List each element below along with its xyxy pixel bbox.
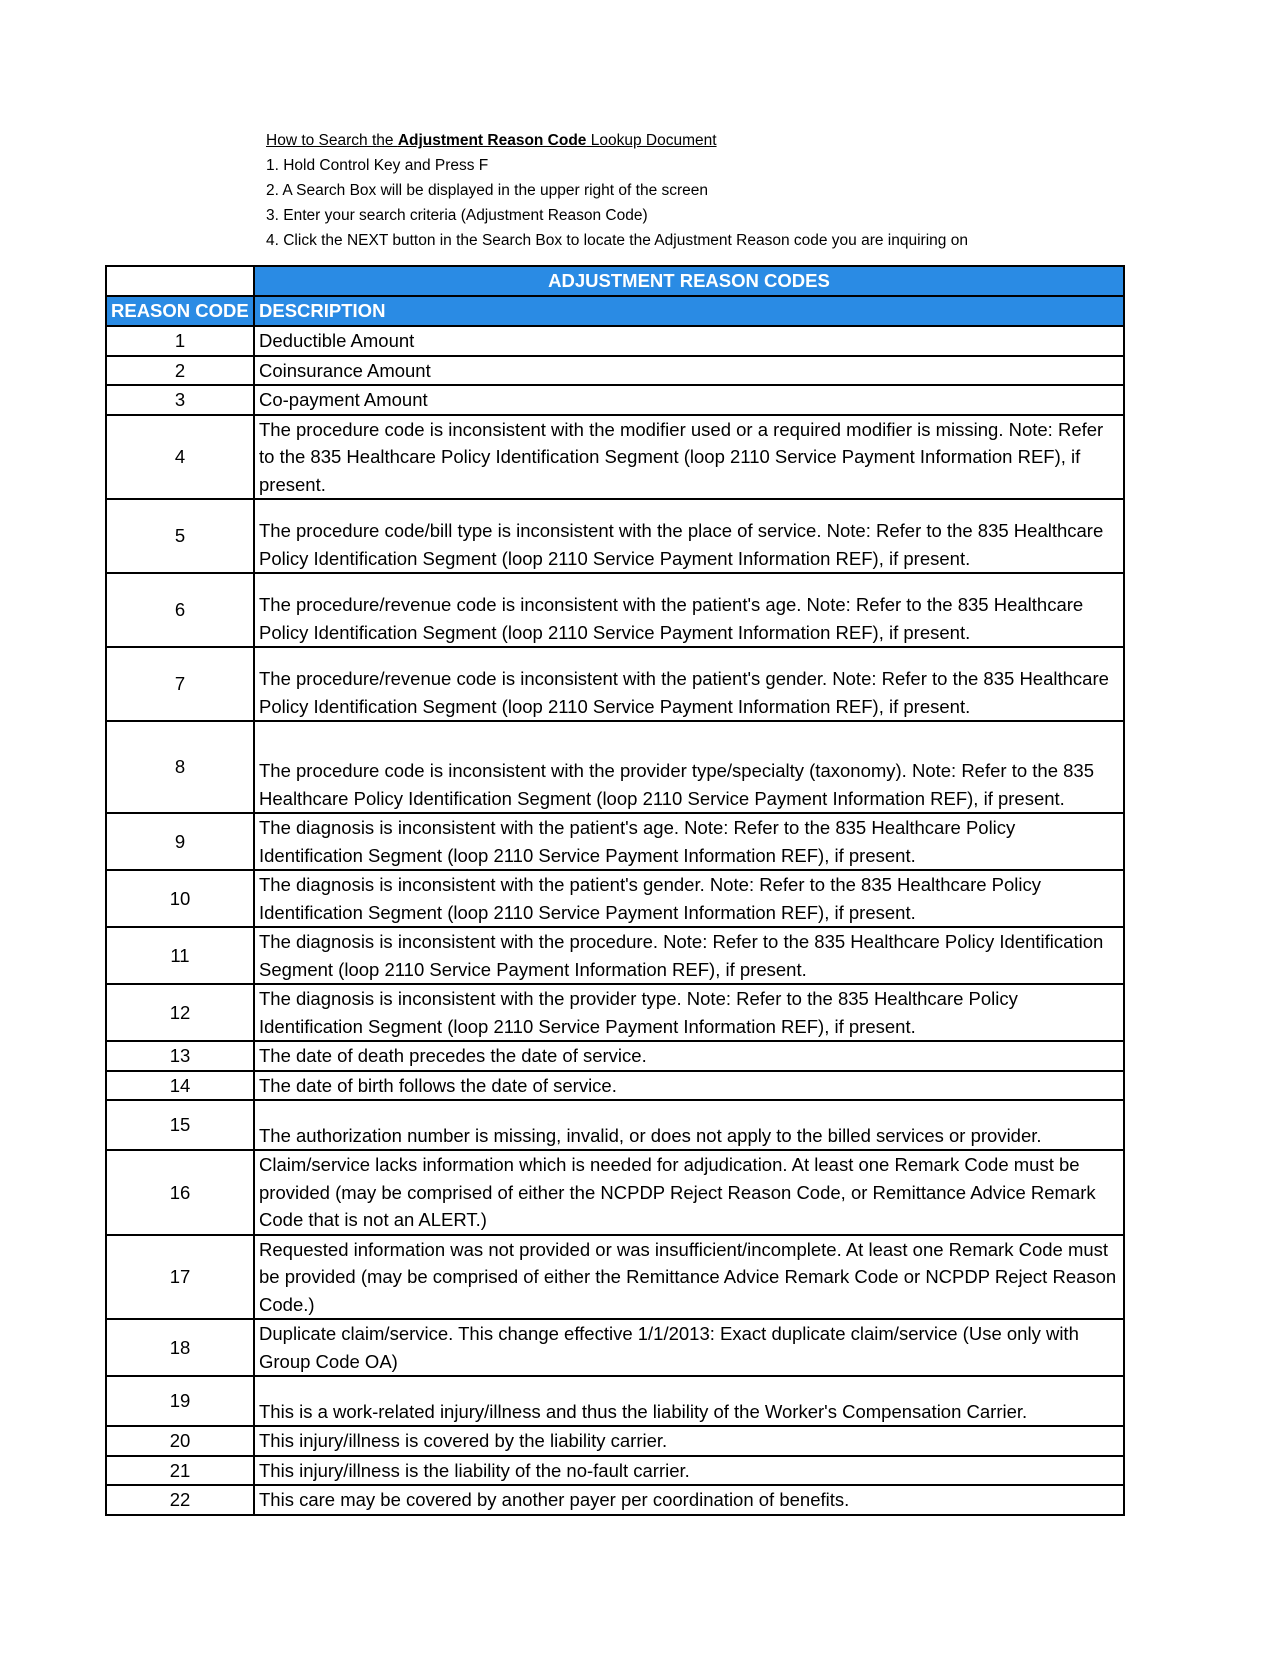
table-row (106, 1041, 1124, 1071)
reason-code-cell: 13 (106, 1041, 254, 1071)
description-cell: The date of birth follows the date of service. (254, 1071, 1124, 1101)
table-row (106, 647, 1124, 721)
reason-code-cell: 9 (106, 813, 254, 870)
reason-code-cell: 6 (106, 573, 254, 647)
reason-code-cell: 12 (106, 984, 254, 1041)
table-row (106, 415, 1124, 500)
table-row (106, 721, 1124, 813)
reason-code-cell: 21 (106, 1456, 254, 1486)
reason-code-cell: 14 (106, 1071, 254, 1101)
instruction-step: 3. Enter your search criteria (Adjustment Reason Code) (266, 207, 648, 224)
description-cell: The diagnosis is inconsistent with the procedure. Note: Refer to the 835 Healthcare Policy Identification Segment (loop 2110 Service Payment Information REF), if present. (254, 927, 1124, 984)
description-cell: This injury/illness is covered by the liability carrier. (254, 1426, 1124, 1456)
description-cell: This is a work-related injury/illness and thus the liability of the Worker's Compensation Carrier. (254, 1376, 1124, 1426)
table-row (106, 984, 1124, 1041)
description-cell: This care may be covered by another payer per coordination of benefits. (254, 1485, 1124, 1515)
reason-code-cell: 11 (106, 927, 254, 984)
heading-bold: Adjustment Reason Code (397, 132, 587, 149)
description-cell: The procedure/revenue code is inconsistent with the patient's age. Note: Refer to the 835 Healthcare Policy Identification Segment (loop 2110 Service Payment Information REF), if present. (254, 573, 1124, 647)
description-cell: The procedure code/bill type is inconsistent with the place of service. Note: Refer to the 835 Healthcare Policy Identification Segment (loop 2110 Service Payment Information REF), if present. (254, 499, 1124, 573)
instructions-heading (266, 128, 968, 153)
reason-code-cell: 20 (106, 1426, 254, 1456)
table-banner-row (106, 266, 1124, 296)
instruction-step: 4. Click the NEXT button in the Search Box to locate the Adjustment Reason code you are inquiring on (266, 232, 968, 249)
table-row (106, 1071, 1124, 1101)
description-cell: Deductible Amount (254, 326, 1124, 356)
table-body (106, 326, 1124, 1515)
reason-code-cell: 17 (106, 1235, 254, 1320)
reason-code-cell: 5 (106, 499, 254, 573)
description-cell: The authorization number is missing, invalid, or does not apply to the billed services or provider. (254, 1100, 1124, 1150)
table-row (106, 1456, 1124, 1486)
table-row (106, 326, 1124, 356)
description-cell: The procedure code is inconsistent with the modifier used or a required modifier is missing. Note: Refer to the 835 Healthcare Policy Identification Segment (loop 2110 Service Payment Information REF), if present. (254, 415, 1124, 500)
banner-spacer (106, 266, 254, 296)
reason-code-cell: 18 (106, 1319, 254, 1376)
table-row (106, 573, 1124, 647)
reason-code-cell: 19 (106, 1376, 254, 1426)
description-cell: This injury/illness is the liability of the no-fault carrier. (254, 1456, 1124, 1486)
table-header-row (106, 296, 1124, 326)
table-row (106, 499, 1124, 573)
reason-code-cell: 8 (106, 721, 254, 813)
description-cell: Claim/service lacks information which is needed for adjudication. At least one Remark Code must be provided (may be comprised of either the NCPDP Reject Reason Code, or Remittance Advice Remark Code that is not an ALERT.) (254, 1150, 1124, 1235)
description-cell: The diagnosis is inconsistent with the patient's gender. Note: Refer to the 835 Healthcare Policy Identification Segment (loop 2110 Service Payment Information REF), if present. (254, 870, 1124, 927)
instruction-step: 2. A Search Box will be displayed in the upper right of the screen (266, 182, 709, 199)
description-cell: The diagnosis is inconsistent with the patient's age. Note: Refer to the 835 Healthcare Policy Identification Segment (loop 2110 Service Payment Information REF), if present. (254, 813, 1124, 870)
table-row (106, 1100, 1124, 1150)
column-header-description: DESCRIPTION (254, 296, 1124, 326)
description-cell: The date of death precedes the date of service. (254, 1041, 1124, 1071)
reason-code-cell: 3 (106, 385, 254, 415)
table-row (106, 870, 1124, 927)
column-header-reason-code: REASON CODE (106, 296, 254, 326)
reason-code-cell: 22 (106, 1485, 254, 1515)
description-cell: Duplicate claim/service. This change effective 1/1/2013: Exact duplicate claim/service (Use only with Group Code OA) (254, 1319, 1124, 1376)
table-row (106, 1426, 1124, 1456)
description-cell: Requested information was not provided or was insufficient/incomplete. At least one Remark Code must be provided (may be comprised of either the Remittance Advice Remark Code or NCPDP Reject Reason Code.) (254, 1235, 1124, 1320)
table-row (106, 1485, 1124, 1515)
table-row (106, 927, 1124, 984)
reason-code-cell: 16 (106, 1150, 254, 1235)
table-row (106, 813, 1124, 870)
reason-code-cell: 15 (106, 1100, 254, 1150)
reason-code-cell: 1 (106, 326, 254, 356)
reason-code-cell: 7 (106, 647, 254, 721)
description-cell: Co-payment Amount (254, 385, 1124, 415)
description-cell: The procedure/revenue code is inconsistent with the patient's gender. Note: Refer to the 835 Healthcare Policy Identification Segment (loop 2110 Service Payment Information REF), if present. (254, 647, 1124, 721)
table-row (106, 385, 1124, 415)
heading-suffix: Lookup Document (586, 132, 717, 149)
reason-code-cell: 4 (106, 415, 254, 500)
table-row (106, 1235, 1124, 1320)
reason-code-cell: 10 (106, 870, 254, 927)
search-instructions (266, 128, 968, 253)
table-row (106, 1150, 1124, 1235)
heading-prefix: How to Search the (266, 132, 398, 149)
table-banner: ADJUSTMENT REASON CODES (254, 266, 1124, 296)
table-row (106, 1376, 1124, 1426)
adjustment-reason-codes-table (105, 265, 1125, 1516)
reason-code-cell: 2 (106, 356, 254, 386)
description-cell: The diagnosis is inconsistent with the provider type. Note: Refer to the 835 Healthcare Policy Identification Segment (loop 2110 Service Payment Information REF), if present. (254, 984, 1124, 1041)
description-cell: Coinsurance Amount (254, 356, 1124, 386)
table-row (106, 1319, 1124, 1376)
table-row (106, 356, 1124, 386)
description-cell: The procedure code is inconsistent with the provider type/specialty (taxonomy). Note: Refer to the 835 Healthcare Policy Identification Segment (loop 2110 Service Payment Information REF), if present. (254, 721, 1124, 813)
instruction-step: 1. Hold Control Key and Press F (266, 157, 489, 174)
